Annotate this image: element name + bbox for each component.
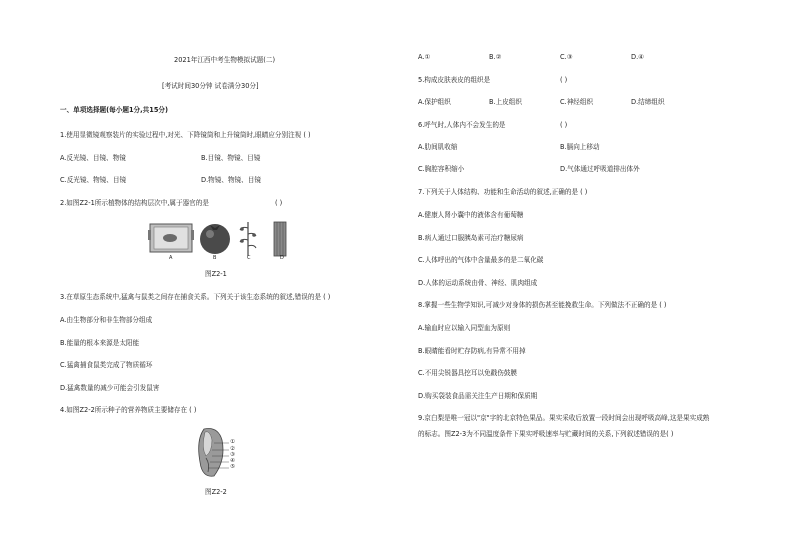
q6-paren: ( ) — [560, 121, 568, 129]
q5-paren: ( ) — [560, 76, 568, 84]
q6-option-c: C.胸腔容积缩小 — [418, 165, 465, 173]
q7-option-c: C.人体呼出的气体中含量最多的是二氧化碳 — [418, 256, 544, 264]
q2-paren: ( ) — [275, 199, 283, 207]
q5-option-a: A.保护组织 — [418, 98, 451, 106]
q9-stem-line1: 9.京白梨是唯一冠以"京"字的北京特色果品。果实采收后放置一段时间会出现呼吸高峰,这是果实成熟 — [418, 414, 710, 422]
seed-marker-4: ④ — [230, 458, 235, 464]
q1-option-d: D.物镜、物镜、目镜 — [201, 176, 261, 184]
q8-option-a: A.输血时应以输入同型血为原则 — [418, 324, 511, 332]
q4-option-c: C.③ — [560, 53, 573, 61]
q8-option-b: B.眼睛能看时贮存防病,有异常不用掉 — [418, 347, 526, 355]
figure-z2-2 — [196, 426, 230, 480]
q6-option-b: B.膈向上移动 — [560, 143, 600, 151]
q4-option-a: A.① — [418, 53, 431, 61]
q3-option-c: C.猛禽捕食鼠类完成了物质循环 — [60, 361, 153, 369]
seed-marker-3: ③ — [230, 452, 235, 458]
q6-option-a: A.肋间肌收缩 — [418, 143, 458, 151]
q2-stem: 2.如图Z2-1所示植物体的结构层次中,属于器官的是 — [60, 199, 209, 207]
q7-option-d: D.人体的运动系统由骨、神经、肌肉组成 — [418, 279, 538, 287]
q5-option-c: C.神经组织 — [560, 98, 594, 106]
q4-stem: 4.如图Z2-2所示种子的营养物质主要储存在 ( ) — [60, 406, 197, 414]
seed-image — [199, 428, 223, 476]
fig1-label-c: C — [247, 255, 251, 261]
figure-caption-z2-1: 图Z2-1 — [205, 270, 227, 278]
q7-option-b: B.病人通过口服胰岛素可治疗糖尿病 — [418, 234, 524, 242]
q4-option-d: D.④ — [631, 53, 645, 61]
fig1-label-b: B — [213, 255, 217, 261]
q1-stem: 1.使用显微镜观察装片的实验过程中,对光、下降镜筒和上升镜筒时,眼睛应分别注视 ( ) — [60, 131, 311, 139]
q5-option-b: B.上皮组织 — [489, 98, 522, 106]
seed-marker-2: ② — [230, 446, 235, 452]
q7-option-a: A.健康人肾小囊中的液体含有葡萄糖 — [418, 211, 524, 219]
q5-stem: 5.构成皮肤表皮的组织是 — [418, 76, 491, 84]
q3-option-d: D.猛禽数量的减少可能会引发鼠害 — [60, 384, 160, 392]
fig1-label-d: D — [280, 255, 284, 261]
exam-info: [考试时间30分钟 试卷满分30分] — [162, 82, 259, 90]
tomato-image — [200, 224, 230, 254]
q3-stem: 3.在草原生态系统中,猛禽与鼠类之间存在捕食关系。下列关于该生态系统的叙述,错误的是 ( ) — [60, 293, 331, 301]
tissue-image — [274, 222, 286, 256]
plant-image — [240, 222, 256, 256]
fig1-label-a: A — [169, 255, 173, 261]
q8-option-c: C.不用尖锐器具挖耳以免戳伤鼓膜 — [418, 369, 518, 377]
q9-stem-line2: 的标志。图Z2-3为不同温度条件下果实呼吸速率与贮藏时间的关系,下列叙述错误的是( ) — [418, 430, 674, 438]
exam-title: 2021年江西中考生物模拟试题(二) — [174, 56, 276, 64]
q4-option-b: B.② — [489, 53, 502, 61]
q8-option-d: D.购买袋装食品需关注生产日期和保质期 — [418, 392, 538, 400]
q1-option-b: B.目镜、物镜、目镜 — [201, 154, 261, 162]
seed-marker-5: ⑤ — [230, 464, 235, 470]
plant-cell-image — [148, 224, 194, 252]
q5-option-d: D.结缔组织 — [631, 98, 665, 106]
q1-option-c: C.反光镜、物镜、目镜 — [60, 176, 127, 184]
section-heading: 一、单项选择题(每小题1分,共15分) — [60, 106, 169, 114]
q1-option-a: A.反光镜、目镜、物镜 — [60, 154, 126, 162]
seed-marker-1: ① — [230, 439, 235, 445]
q3-option-a: A.由生物部分和非生物部分组成 — [60, 316, 153, 324]
q6-stem: 6.呼气时,人体内不会发生的是 — [418, 121, 506, 129]
q6-option-d: D.气体通过呼吸道排出体外 — [560, 165, 640, 173]
q7-stem: 7.下列关于人体结构、功能和生命活动的叙述,正确的是 ( ) — [418, 188, 588, 196]
q3-option-b: B.能量的根本来源是太阳能 — [60, 339, 140, 347]
q8-stem: 8.掌握一些生物学知识,可减少对身体的损伤甚至能挽救生命。下列做法不正确的是 ( ) — [418, 301, 667, 309]
figure-caption-z2-2: 图Z2-2 — [205, 488, 227, 496]
